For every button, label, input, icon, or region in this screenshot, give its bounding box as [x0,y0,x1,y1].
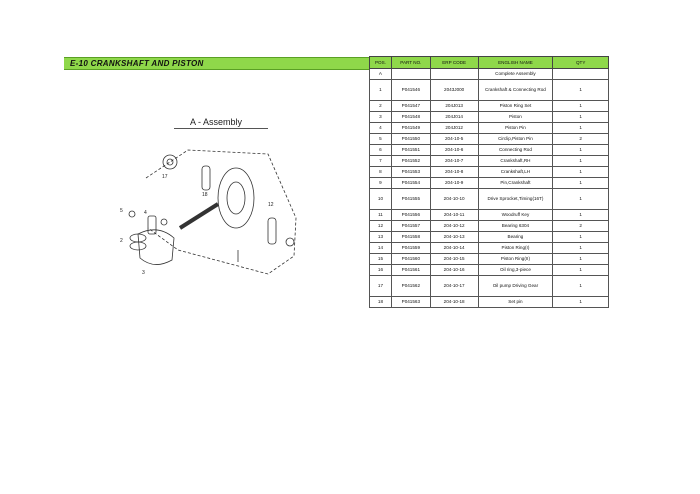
cell-english-name: Pin,Crankshaft [478,178,553,189]
cell-qty: 1 [553,178,609,189]
callout-2: 2 [120,238,123,244]
cell-english-name: Crankshaft,RH [478,156,553,167]
section-code: E-10 [70,59,89,68]
cell-english-name: Drive Sprocket,Timing(16T) [478,189,553,210]
cell-english-name: Oil ring,3-piece [478,265,553,276]
cell-qty: 1 [553,123,609,134]
cell-erp-code: 204-10-18 [430,297,478,308]
cell-pos: 5 [370,134,392,145]
parts-table [369,56,609,308]
cell-english-name: Set pin [478,297,553,308]
cell-pos: 12 [370,221,392,232]
cell-erp-code: 204-10-8 [430,167,478,178]
section-title [70,58,204,69]
cell-pos: 15 [370,254,392,265]
cell-part-no: P041550 [391,134,430,145]
cell-part-no: P041551 [391,145,430,156]
cell-pos: 2 [370,101,392,112]
bearing-part [202,166,210,190]
cell-erp-code: 204-10-5 [430,134,478,145]
sprocket-part [163,155,177,169]
cell-erp-code [430,69,478,80]
cell-pos: 8 [370,167,392,178]
cell-part-no: P041558 [391,232,430,243]
table-row [370,232,609,243]
cell-pos: A [370,69,392,80]
cell-erp-code: 204-10-11 [430,210,478,221]
table-row [370,101,609,112]
cell-part-no: P041546 [391,80,430,101]
cell-english-name: Bearing [478,232,553,243]
cell-part-no: P041548 [391,112,430,123]
connecting-rod-part [180,204,218,228]
table-row [370,210,609,221]
cell-pos: 10 [370,189,392,210]
cell-erp-code: 204-10-12 [430,221,478,232]
crank-wheel-part [218,168,254,228]
cell-erp-code: 204-10-14 [430,243,478,254]
cell-erp-code: 204-10-15 [430,254,478,265]
table-row [370,145,609,156]
cell-part-no: P041552 [391,156,430,167]
section-name: CRANKSHAFT AND PISTON [90,59,204,68]
cell-part-no: P041560 [391,254,430,265]
table-row [370,112,609,123]
table-row [370,156,609,167]
table-row [370,254,609,265]
assembly-underline [174,128,268,129]
cell-part-no [391,69,430,80]
cell-qty: 1 [553,243,609,254]
cell-english-name: Piston Ring Set [478,101,553,112]
exploded-diagram [118,138,298,278]
cell-qty: 1 [553,210,609,221]
assembly-label: A - Assembly [190,117,243,127]
cell-english-name: Connecting Rod [478,145,553,156]
cell-pos: 17 [370,276,392,297]
cell-part-no: P041549 [391,123,430,134]
cell-english-name: Crankshaft & Connecting Rod [478,80,553,101]
cell-erp-code: 204-10-6 [430,145,478,156]
table-row [370,276,609,297]
cell-english-name: Circlip,Piston Pin [478,134,553,145]
cell-qty: 2 [553,221,609,232]
cell-erp-code: 2043J000 [430,80,478,101]
cell-erp-code: 204-10-16 [430,265,478,276]
cell-english-name: Bearing 6304 [478,221,553,232]
table-row [370,80,609,101]
cell-part-no: P041559 [391,243,430,254]
cell-erp-code: 204J014 [430,112,478,123]
cell-qty: 1 [553,112,609,123]
cell-qty: 1 [553,189,609,210]
cell-qty: 1 [553,80,609,101]
cell-qty: 1 [553,101,609,112]
cell-erp-code: 204-10-10 [430,189,478,210]
cell-qty: 2 [553,134,609,145]
cell-qty [553,69,609,80]
cell-english-name: Piston [478,112,553,123]
table-row [370,134,609,145]
cell-pos: 6 [370,145,392,156]
callout-4: 4 [144,210,147,216]
cell-pos: 14 [370,243,392,254]
cell-pos: 13 [370,232,392,243]
header-erp-code: ERP CODE [430,57,478,69]
cell-english-name: Piston Ring(I) [478,243,553,254]
table-body [370,69,609,308]
cell-erp-code: 204J012 [430,123,478,134]
header-pos: POS. [370,57,392,69]
cell-erp-code: 204-10-13 [430,232,478,243]
cell-part-no: P041554 [391,178,430,189]
cell-pos: 7 [370,156,392,167]
header-qty: QTY [553,57,609,69]
cell-part-no: P041556 [391,210,430,221]
cell-part-no: P041563 [391,297,430,308]
section-title-bar [64,57,369,70]
cell-qty: 1 [553,145,609,156]
table-row [370,167,609,178]
cell-qty: 1 [553,254,609,265]
cell-part-no: P041547 [391,101,430,112]
cell-english-name: Complete Assembly [478,69,553,80]
cell-part-no: P041562 [391,276,430,297]
cell-pos: 4 [370,123,392,134]
callout-17: 17 [162,174,168,180]
cell-qty: 1 [553,265,609,276]
cell-qty: 1 [553,297,609,308]
cell-qty: 1 [553,167,609,178]
table-row [370,221,609,232]
table-row [370,243,609,254]
cell-pos: 18 [370,297,392,308]
table-row [370,178,609,189]
table-header-row [370,57,609,69]
cell-english-name: Oil pump Driving Gear [478,276,553,297]
cell-english-name: Woodruff Key [478,210,553,221]
cell-qty: 1 [553,276,609,297]
table-row [370,265,609,276]
cell-pos: 11 [370,210,392,221]
cell-pos: 9 [370,178,392,189]
cell-english-name: Piston Pin [478,123,553,134]
cell-qty: 1 [553,156,609,167]
header-part-no: PART NO. [391,57,430,69]
callout-12: 12 [268,202,274,208]
table-row [370,189,609,210]
cell-english-name: Piston Ring(II) [478,254,553,265]
cell-part-no: P041555 [391,189,430,210]
cell-english-name: Crankshaft,LH [478,167,553,178]
callout-5: 5 [120,208,123,214]
cell-erp-code: 204-10-7 [430,156,478,167]
cell-erp-code: 204-10-9 [430,178,478,189]
cell-part-no: P041561 [391,265,430,276]
cell-pos: 1 [370,80,392,101]
table-row [370,123,609,134]
cell-part-no: P041553 [391,167,430,178]
cell-qty: 1 [553,232,609,243]
cell-part-no: P041557 [391,221,430,232]
table-row [370,297,609,308]
header-english-name: ENGLISH NAME [478,57,553,69]
callout-3: 3 [142,270,145,276]
callout-18: 18 [202,192,208,198]
cell-erp-code: 204J013 [430,101,478,112]
table-row [370,69,609,80]
cell-erp-code: 204-10-17 [430,276,478,297]
cell-pos: 16 [370,265,392,276]
cell-pos: 3 [370,112,392,123]
